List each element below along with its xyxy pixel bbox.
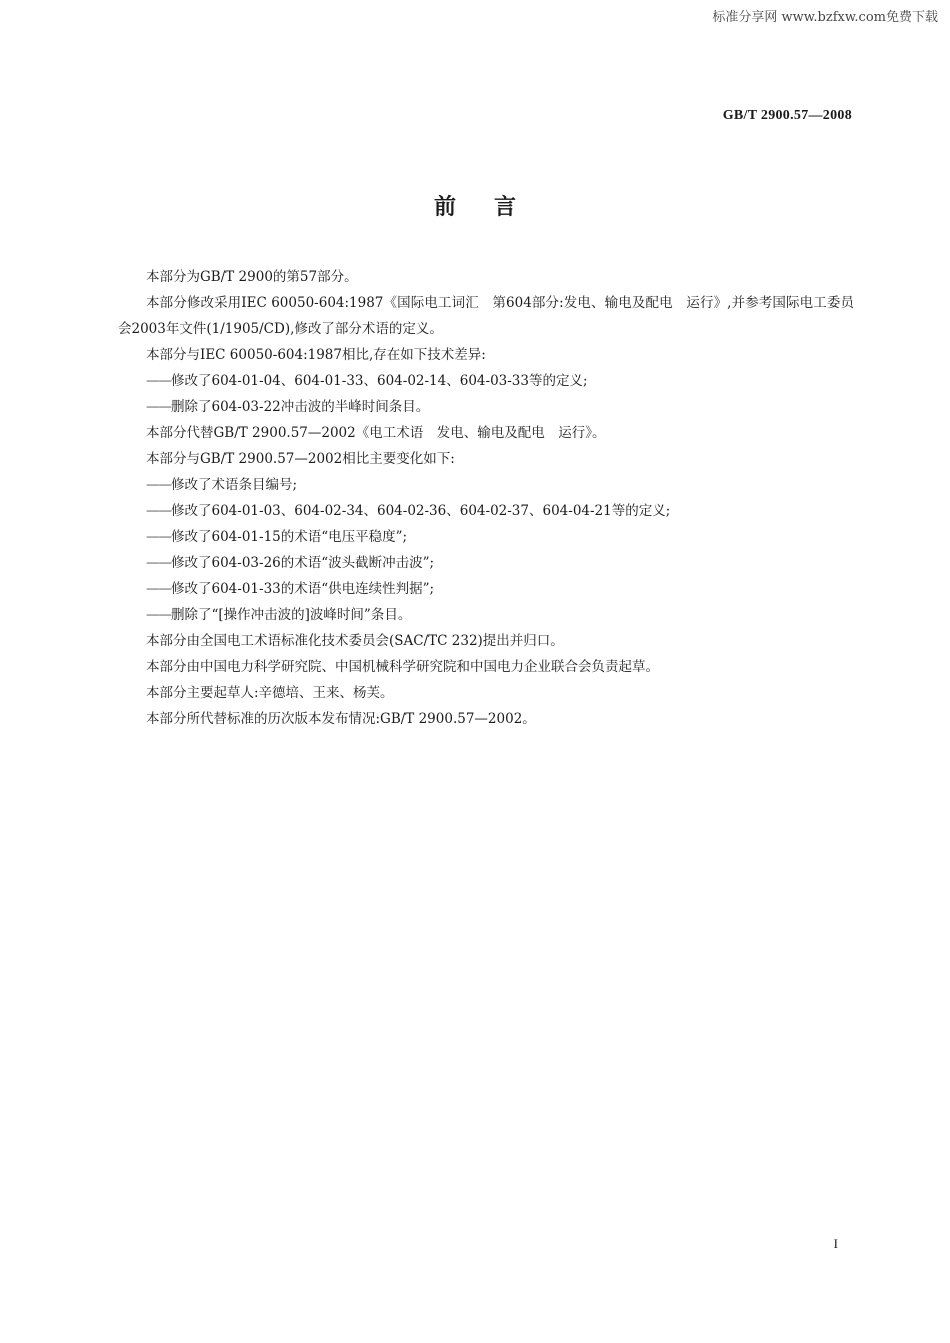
- list-item-text: 修改了术语条目编号;: [171, 477, 298, 493]
- standard-number: GB/T 2900.57—2008: [722, 108, 852, 123]
- list-item: [118, 550, 854, 576]
- dash-marker: ——: [146, 503, 171, 519]
- list-item: [118, 472, 854, 498]
- paragraph: 本部分与GB/T 2900.57—2002相比主要变化如下:: [146, 451, 455, 467]
- paragraph: 本部分为GB/T 2900的第57部分。: [146, 269, 358, 285]
- list-item: [118, 576, 854, 602]
- paragraph: 本部分由中国电力科学研究院、中国机械科学研究院和中国电力企业联合会负责起草。: [146, 659, 659, 675]
- list-item-text: 修改了604-01-03、604-02-34、604-02-36、604-02-37、604-04-21等的定义;: [171, 503, 671, 519]
- dash-marker: ——: [146, 555, 171, 571]
- dash-marker: ——: [146, 607, 171, 623]
- list-item-text: 修改了604-01-33的术语“供电连续性判据”;: [171, 581, 435, 597]
- foreword-body: [118, 264, 854, 732]
- list-item: [118, 394, 854, 420]
- paragraph: 本部分所代替标准的历次版本发布情况:GB/T 2900.57—2002。: [146, 711, 536, 727]
- paragraph: 本部分主要起草人:辛德培、王来、杨芙。: [146, 685, 394, 701]
- page-number: I: [833, 1236, 838, 1251]
- list-item: [118, 602, 854, 628]
- dash-marker: ——: [146, 373, 171, 389]
- list-item-text: 修改了604-01-04、604-01-33、604-02-14、604-03-33等的定义;: [171, 373, 588, 389]
- dash-marker: ——: [146, 399, 171, 415]
- page-title: 前言: [433, 195, 554, 220]
- paragraph: 本部分代替GB/T 2900.57—2002《电工术语 发电、输电及配电 运行》。: [146, 425, 606, 441]
- list-item-text: 删除了604-03-22冲击波的半峰时间条目。: [171, 399, 430, 415]
- list-item: [118, 498, 854, 524]
- list-item-text: 修改了604-03-26的术语“波头截断冲击波”;: [171, 555, 435, 571]
- list-item: [118, 524, 854, 550]
- dash-marker: ——: [146, 581, 171, 597]
- dash-marker: ——: [146, 477, 171, 493]
- list-item: [118, 368, 854, 394]
- paragraph: 本部分修改采用IEC 60050-604:1987《国际电工词汇 第604部分:发电、输电及配电 运行》,并参考国际电工委员会2003年文件(1/1905/CD),修改了部分术语的定义。: [118, 295, 854, 337]
- paragraph: 本部分由全国电工术语标准化技术委员会(SAC/TC 232)提出并归口。: [146, 633, 564, 649]
- paragraph: 本部分与IEC 60050-604:1987相比,存在如下技术差异:: [146, 347, 486, 363]
- list-item-text: 删除了“[操作冲击波的]波峰时间”条目。: [171, 607, 412, 623]
- watermark-text: 标准分享网 www.bzfxw.com免费下载: [712, 10, 938, 25]
- list-item-text: 修改了604-01-15的术语“电压平稳度”;: [171, 529, 408, 545]
- dash-marker: ——: [146, 529, 171, 545]
